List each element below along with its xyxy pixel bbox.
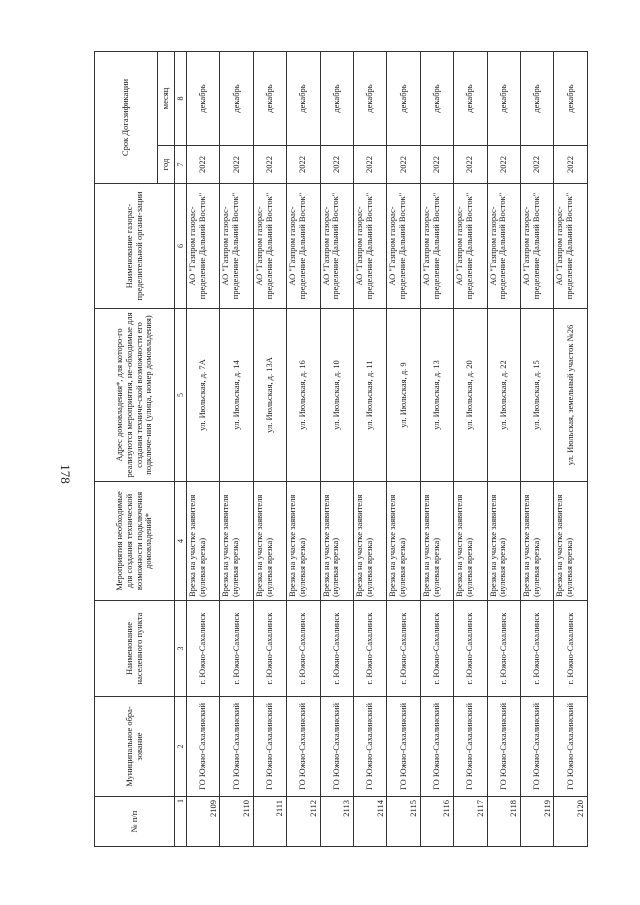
cell-year: 2022 — [520, 146, 553, 184]
header-row — [95, 52, 158, 847]
cell-gas-org: АО "Газпром газорас-пределение Дальний Восток" — [520, 184, 553, 309]
cell-measures: Врезка на участке заявителя (нулевая врезка) — [187, 482, 220, 601]
column-number: 3 — [175, 601, 187, 697]
cell-num: 2111 — [253, 797, 286, 847]
cell-gas-org: АО "Газпром газорас-пределение Дальний Восток" — [554, 184, 587, 309]
cell-measures: Врезка на участке заявителя (нулевая врезка) — [387, 482, 420, 601]
table-row — [387, 52, 420, 847]
column-number-row — [175, 52, 187, 847]
column-number: 8 — [175, 52, 187, 146]
cell-month: декабрь — [454, 52, 487, 146]
cell-measures: Врезка на участке заявителя (нулевая врезка) — [420, 482, 453, 601]
cell-year: 2022 — [554, 146, 587, 184]
cell-address: ул. Июльская, д. 15 — [520, 309, 553, 482]
table-row — [520, 52, 553, 847]
cell-num: 2117 — [454, 797, 487, 847]
header-measures: Мероприятия необходимые для создания технической возможности подключения домовладений* — [95, 482, 175, 601]
page-number: 178 — [58, 464, 73, 484]
cell-year: 2022 — [220, 146, 253, 184]
cell-month: декабрь — [220, 52, 253, 146]
cell-address: ул. Июльская, д. 16 — [287, 309, 320, 482]
cell-year: 2022 — [420, 146, 453, 184]
header-term: Срок Догазификации — [95, 52, 158, 184]
cell-settlement: г. Южно-Сахалинск — [554, 601, 587, 697]
cell-settlement: г. Южно-Сахалинск — [353, 601, 386, 697]
table-row — [287, 52, 320, 847]
header-municipality: Муниципальное обра-зование — [95, 697, 175, 797]
cell-settlement: г. Южно-Сахалинск — [487, 601, 520, 697]
cell-month: декабрь — [420, 52, 453, 146]
gasification-table — [94, 51, 588, 847]
cell-gas-org: АО "Газпром газорас-пределение Дальний Восток" — [253, 184, 286, 309]
cell-measures: Врезка на участке заявителя (нулевая врезка) — [220, 482, 253, 601]
cell-settlement: г. Южно-Сахалинск — [454, 601, 487, 697]
cell-num: 2120 — [554, 797, 587, 847]
table-row — [487, 52, 520, 847]
cell-year: 2022 — [487, 146, 520, 184]
cell-address: ул. Июльская, д. 22 — [487, 309, 520, 482]
cell-settlement: г. Южно-Сахалинск — [187, 601, 220, 697]
cell-gas-org: АО "Газпром газорас-пределение Дальний Восток" — [420, 184, 453, 309]
cell-month: декабрь — [253, 52, 286, 146]
cell-address: ул. Июльская, д. 11 — [353, 309, 386, 482]
header-gas-org: Наименование газорас-пределительной органи-зации — [95, 184, 175, 309]
cell-num: 2119 — [520, 797, 553, 847]
cell-month: декабрь — [187, 52, 220, 146]
cell-address: ул. Июльская, д. 13 — [420, 309, 453, 482]
cell-municipality: ГО Южно-Сахалинский — [420, 697, 453, 797]
column-number: 2 — [175, 697, 187, 797]
cell-year: 2022 — [454, 146, 487, 184]
header-year: год — [158, 146, 175, 184]
table-row — [554, 52, 587, 847]
cell-month: декабрь — [520, 52, 553, 146]
cell-year: 2022 — [353, 146, 386, 184]
cell-municipality: ГО Южно-Сахалинский — [520, 697, 553, 797]
cell-gas-org: АО "Газпром газорас-пределение Дальний Восток" — [454, 184, 487, 309]
cell-settlement: г. Южно-Сахалинск — [220, 601, 253, 697]
cell-num: 2112 — [287, 797, 320, 847]
cell-settlement: г. Южно-Сахалинск — [420, 601, 453, 697]
table-row — [353, 52, 386, 847]
header-settlement: Наименование населенного пункта — [95, 601, 175, 697]
cell-gas-org: АО "Газпром газорас-пределение Дальний Восток" — [387, 184, 420, 309]
cell-measures: Врезка на участке заявителя (нулевая врезка) — [287, 482, 320, 601]
rotated-table-container — [94, 52, 606, 847]
cell-year: 2022 — [187, 146, 220, 184]
cell-month: декабрь — [320, 52, 353, 146]
cell-gas-org: АО "Газпром газорас-пределение Дальний Восток" — [220, 184, 253, 309]
cell-month: декабрь — [554, 52, 587, 146]
cell-gas-org: АО "Газпром газорас-пределение Дальний Восток" — [487, 184, 520, 309]
cell-settlement: г. Южно-Сахалинск — [253, 601, 286, 697]
cell-num: 2109 — [187, 797, 220, 847]
cell-num: 2113 — [320, 797, 353, 847]
header-month: месяц — [158, 52, 175, 146]
column-number: 6 — [175, 184, 187, 309]
cell-gas-org: АО "Газпром газорас-пределение Дальний Восток" — [287, 184, 320, 309]
cell-month: декабрь — [287, 52, 320, 146]
cell-measures: Врезка на участке заявителя (нулевая врезка) — [487, 482, 520, 601]
table-row — [253, 52, 286, 847]
cell-address: ул. Июльская, д. 7А — [187, 309, 220, 482]
header-address: Адрес домовладения*, для которо-го реализуются мероприятия, не-обходимые для создания техниче-ской возможности его подключе-ния (улица, номер домовладения) — [95, 309, 175, 482]
cell-address: ул. Июльская, д. 20 — [454, 309, 487, 482]
header-num: № п/п — [95, 797, 175, 847]
cell-measures: Врезка на участке заявителя (нулевая врезка) — [320, 482, 353, 601]
table-row — [454, 52, 487, 847]
cell-address: ул. Июльская, д. 10 — [320, 309, 353, 482]
table-row — [220, 52, 253, 847]
cell-municipality: ГО Южно-Сахалинский — [253, 697, 286, 797]
cell-measures: Врезка на участке заявителя (нулевая врезка) — [353, 482, 386, 601]
cell-year: 2022 — [387, 146, 420, 184]
cell-municipality: ГО Южно-Сахалинский — [554, 697, 587, 797]
cell-municipality: ГО Южно-Сахалинский — [220, 697, 253, 797]
cell-num: 2115 — [387, 797, 420, 847]
cell-address: ул. Июльская, д. 13А — [253, 309, 286, 482]
cell-settlement: г. Южно-Сахалинск — [387, 601, 420, 697]
column-number: 4 — [175, 482, 187, 601]
column-number: 5 — [175, 309, 187, 482]
column-number: 7 — [175, 146, 187, 184]
column-number: 1 — [175, 797, 187, 847]
table-row — [187, 52, 220, 847]
cell-num: 2118 — [487, 797, 520, 847]
cell-year: 2022 — [320, 146, 353, 184]
cell-gas-org: АО "Газпром газорас-пределение Дальний Восток" — [353, 184, 386, 309]
table-row — [320, 52, 353, 847]
cell-year: 2022 — [287, 146, 320, 184]
cell-settlement: г. Южно-Сахалинск — [287, 601, 320, 697]
table-row — [420, 52, 453, 847]
cell-address: ул. Июльская, д. 9 — [387, 309, 420, 482]
cell-month: декабрь — [387, 52, 420, 146]
cell-municipality: ГО Южно-Сахалинский — [387, 697, 420, 797]
cell-municipality: ГО Южно-Сахалинский — [320, 697, 353, 797]
cell-municipality: ГО Южно-Сахалинский — [353, 697, 386, 797]
cell-municipality: ГО Южно-Сахалинский — [287, 697, 320, 797]
cell-num: 2116 — [420, 797, 453, 847]
cell-measures: Врезка на участке заявителя (нулевая врезка) — [253, 482, 286, 601]
cell-num: 2110 — [220, 797, 253, 847]
cell-municipality: ГО Южно-Сахалинский — [187, 697, 220, 797]
cell-address: ул. Июльская, земельный участок №26 — [554, 309, 587, 482]
cell-municipality: ГО Южно-Сахалинский — [487, 697, 520, 797]
cell-num: 2114 — [353, 797, 386, 847]
cell-settlement: г. Южно-Сахалинск — [520, 601, 553, 697]
cell-month: декабрь — [353, 52, 386, 146]
cell-gas-org: АО "Газпром газорас-пределение Дальний Восток" — [187, 184, 220, 309]
cell-measures: Врезка на участке заявителя (нулевая врезка) — [554, 482, 587, 601]
cell-gas-org: АО "Газпром газорас-пределение Дальний Восток" — [320, 184, 353, 309]
cell-municipality: ГО Южно-Сахалинский — [454, 697, 487, 797]
cell-address: ул. Июльская, д. 14 — [220, 309, 253, 482]
cell-month: декабрь — [487, 52, 520, 146]
cell-year: 2022 — [253, 146, 286, 184]
cell-measures: Врезка на участке заявителя (нулевая врезка) — [520, 482, 553, 601]
cell-measures: Врезка на участке заявителя (нулевая врезка) — [454, 482, 487, 601]
cell-settlement: г. Южно-Сахалинск — [320, 601, 353, 697]
